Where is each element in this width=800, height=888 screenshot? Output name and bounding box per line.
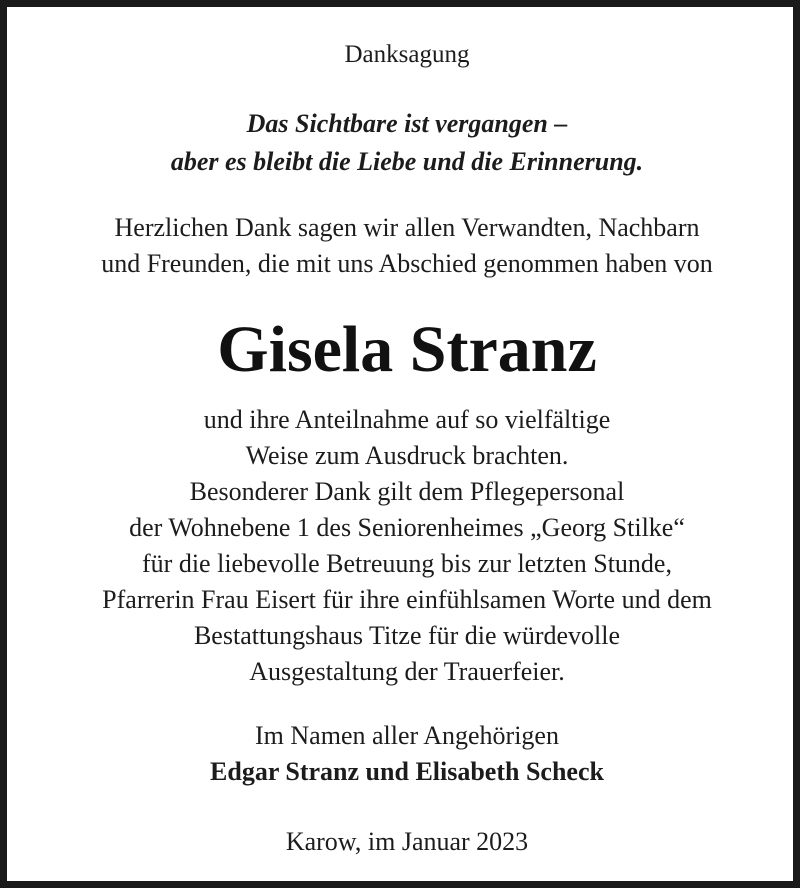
body-line-6: Pfarrerin Frau Eisert für ihre einfühlsamen Worte und dem	[102, 585, 712, 614]
notice-title: Danksagung	[344, 41, 470, 68]
intro-line-1: Herzlichen Dank sagen wir allen Verwandten, Nachbarn	[114, 213, 700, 242]
deceased-name: Gisela Stranz	[217, 313, 597, 386]
motto-line-1: Das Sichtbare ist vergangen –	[246, 109, 568, 138]
body-line-4: der Wohnebene 1 des Seniorenheimes „Georg Stilke“	[129, 513, 685, 542]
body-line-3: Besonderer Dank gilt dem Pflegepersonal	[189, 477, 625, 506]
place-date-line: Karow, im Januar 2023	[285, 827, 529, 856]
on-behalf-line: Im Namen aller Angehörigen	[255, 721, 559, 750]
body-line-8: Ausgestaltung der Trauerfeier.	[249, 657, 565, 686]
signers-line: Edgar Stranz und Elisabeth Scheck	[210, 757, 604, 786]
intro-line-2: und Freunden, die mit uns Abschied genommen haben von	[101, 249, 713, 278]
body-line-2: Weise zum Ausdruck brachten.	[245, 441, 569, 470]
body-line-5: für die liebevolle Betreuung bis zur letzten Stunde,	[142, 549, 672, 578]
body-line-7: Bestattungshaus Titze für die würdevolle	[193, 621, 621, 650]
body-line-1: und ihre Anteilnahme auf so vielfältige	[203, 405, 611, 434]
motto-line-2: aber es bleibt die Liebe und die Erinnerung.	[170, 147, 644, 176]
